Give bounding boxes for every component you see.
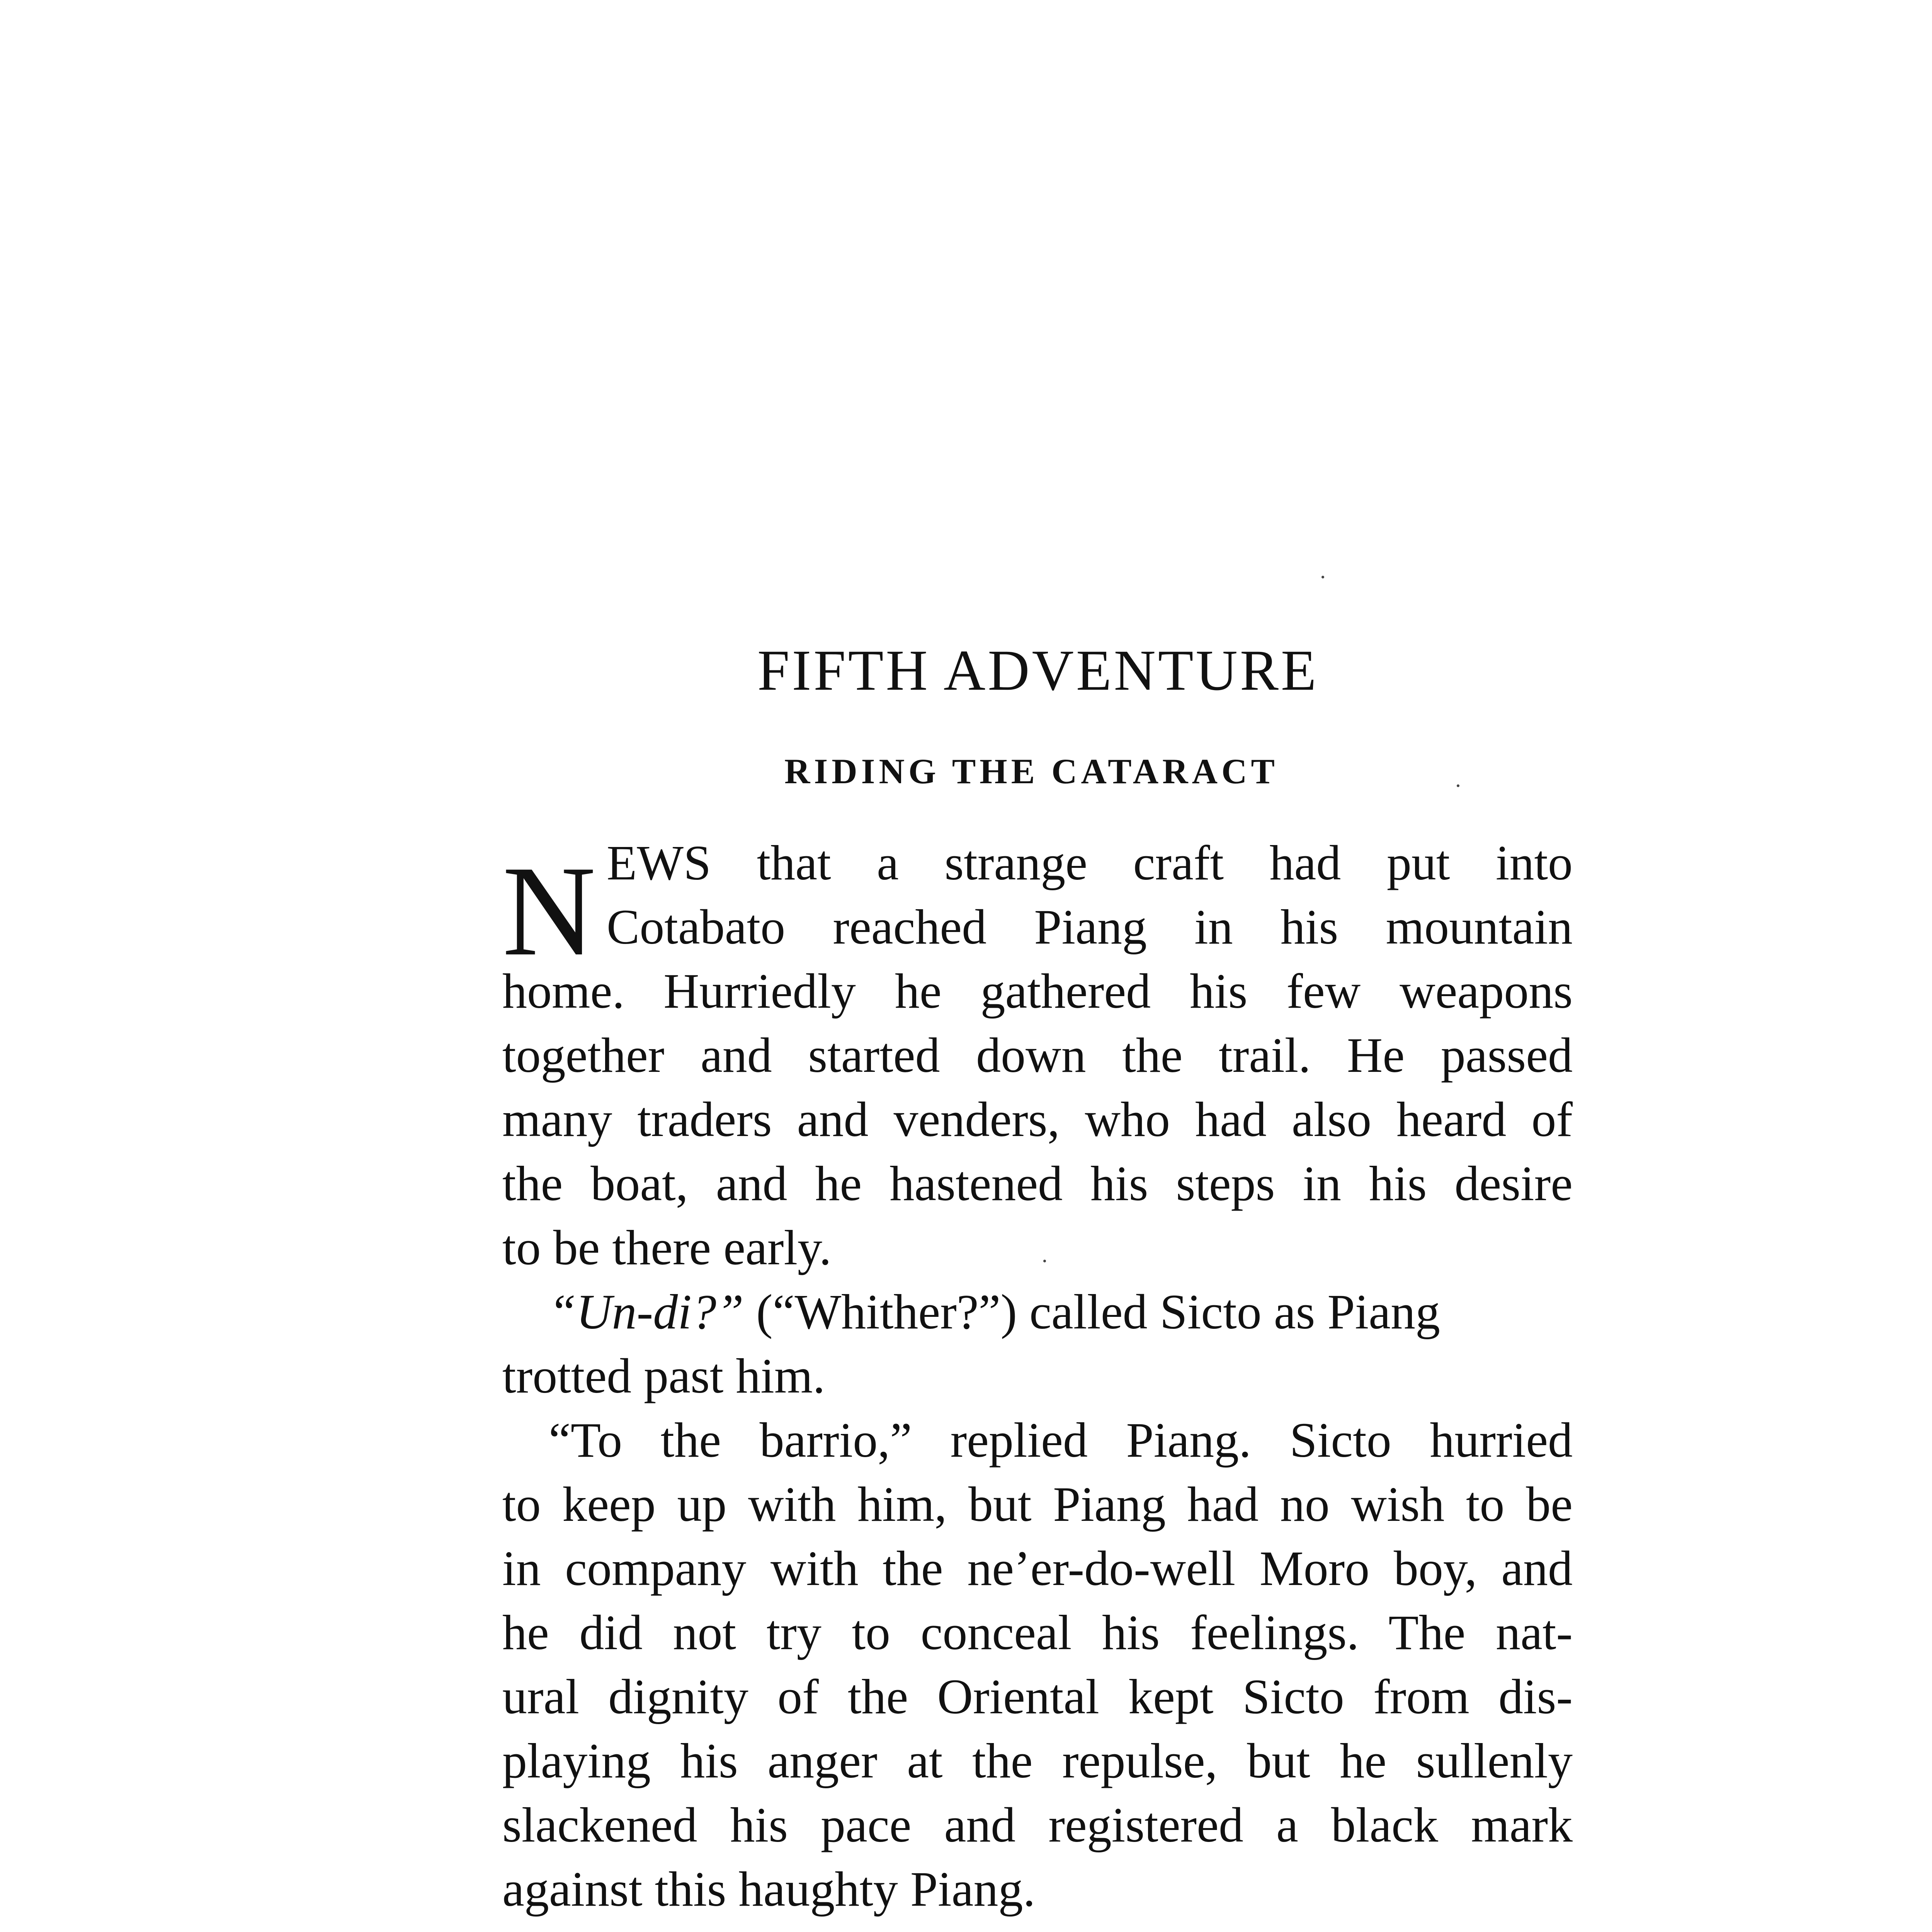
scan-speck: [1457, 784, 1459, 787]
body-text: [502, 831, 1573, 1921]
text-line: to keep up with him, but Piang had no wish to be: [502, 1477, 1573, 1532]
text-line: many traders and venders, who had also heard of: [502, 1092, 1573, 1147]
text-line: “To the barrio,” replied Piang. Sicto hurried: [549, 1413, 1573, 1468]
text-line: together and started down the trail. He passed: [502, 1028, 1573, 1083]
text-line: slackened his pace and registered a black mark: [502, 1798, 1573, 1852]
italic-phrase: “Un-di?”: [549, 1284, 744, 1339]
text-line: the boat, and he hastened his steps in his desire: [502, 1156, 1573, 1211]
text-line: to be there early.: [502, 1220, 832, 1275]
text-line: EWS that a strange craft had put into: [607, 835, 1573, 890]
text-line: in company with the ne’er-do-well Moro boy, and: [502, 1541, 1573, 1596]
drop-cap: N: [502, 839, 596, 983]
text-line: Cotabato reached Piang in his mountain: [607, 900, 1573, 954]
chapter-title: FIFTH ADVENTURE: [757, 638, 1319, 702]
text-line: trotted past him.: [502, 1349, 825, 1403]
scan-speck: [1043, 1260, 1046, 1262]
text-line: [502, 1280, 1573, 1344]
scan-speck: [1321, 576, 1324, 578]
text-line: ural dignity of the Oriental kept Sicto from dis-: [502, 1669, 1573, 1724]
chapter-subtitle: RIDING THE CATARACT: [784, 752, 1279, 791]
text-line: playing his anger at the repulse, but he sullenly: [502, 1733, 1573, 1788]
text-line: he did not try to conceal his feelings. The nat-: [502, 1605, 1573, 1660]
text-line: against this haughty Piang.: [502, 1862, 1036, 1917]
text-line: home. Hurriedly he gathered his few weapons: [502, 964, 1573, 1019]
text-line-rest: (“Whither?”) called Sicto as Piang: [756, 1284, 1440, 1339]
